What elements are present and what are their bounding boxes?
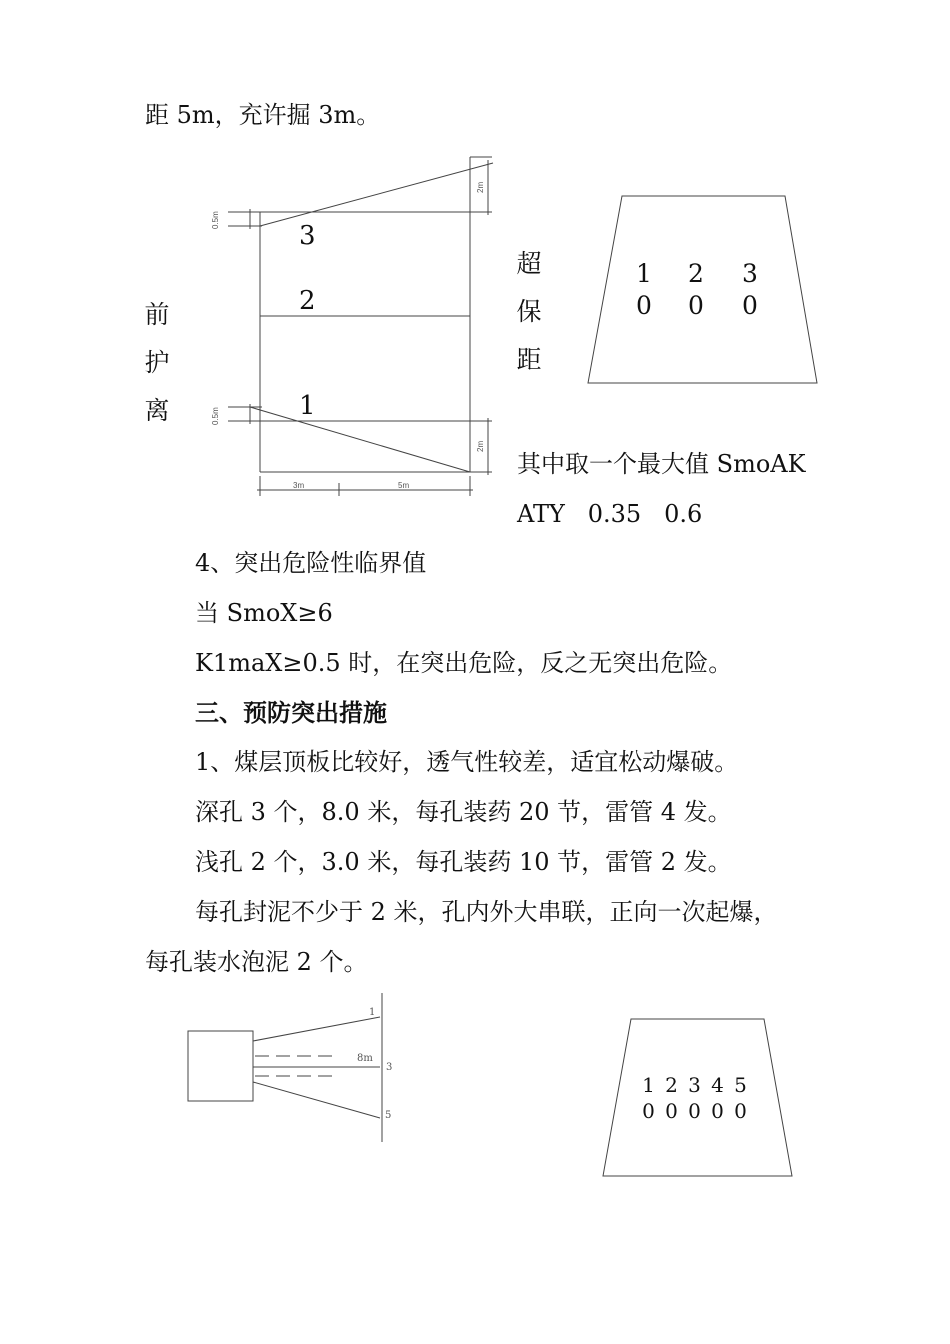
text-line-4: 4、突出危险性临界值	[195, 549, 427, 577]
text-line-shallow: 浅孔 2 个，3.0 米，每孔装药 10 节，雷管 2 发。	[195, 848, 732, 876]
diagram1-lines	[228, 157, 493, 496]
text-line-k1max: K1maX≥0.5 时，在突出危险，反之无突出危险。	[195, 649, 733, 677]
trap2-top-1: 1	[642, 1073, 655, 1097]
trap1-top-2: 2	[688, 259, 704, 288]
diagram2-length-label: 8m	[357, 1053, 373, 1064]
dim-half-m-bottom: 0.5m	[211, 407, 220, 425]
dim-two-m-bottom: 2m	[476, 440, 485, 452]
trap2-bottom-1: 0	[642, 1099, 655, 1123]
max-value-text: 其中取一个最大值 SmoAK	[517, 450, 806, 478]
left-vertical-char-2: 护	[144, 348, 170, 377]
trap2-top-4: 4	[711, 1073, 724, 1097]
aty-text: ATY 0.35 0.6	[517, 500, 703, 528]
text-line-p1: 1、煤层顶板比较好，透气性较差，适宜松动爆破。	[195, 748, 739, 776]
trap1-bottom-3: 0	[742, 291, 758, 320]
trap1-top-3: 3	[742, 259, 758, 288]
text-line-seal-1: 每孔封泥不少于 2 米，孔内外大串联，正向一次起爆，	[195, 898, 778, 926]
trap2-bottom-3: 0	[688, 1099, 701, 1123]
trap2-top-5: 5	[734, 1073, 747, 1097]
trap2-bottom-2: 0	[665, 1099, 678, 1123]
text-line-smox: 当 SmoX≥6	[195, 599, 333, 627]
right-vertical-char-1: 超	[516, 249, 542, 278]
trap1-bottom-1: 0	[636, 291, 652, 320]
trapezoid2-outline	[603, 1019, 792, 1176]
trap2-bottom-5: 0	[734, 1099, 747, 1123]
trap2-top-2: 2	[665, 1073, 678, 1097]
hole-label-2: 2	[299, 286, 316, 316]
text-line-deep: 深孔 3 个，8.0 米，每孔装药 20 节，雷管 4 发。	[195, 798, 732, 826]
left-vertical-char-1: 前	[144, 300, 170, 329]
trap1-bottom-2: 0	[688, 291, 704, 320]
diagram2-label-3: 3	[386, 1062, 393, 1073]
hole-label-1: 1	[299, 391, 316, 421]
diagram2-label-5: 5	[385, 1110, 392, 1121]
text-line-top: 距 5m，充许掘 3m。	[145, 101, 381, 129]
diagram2-label-1: 1	[369, 1007, 376, 1018]
dim-two-m-top: 2m	[476, 181, 485, 193]
right-vertical-char-2: 保	[516, 297, 542, 326]
trap1-top-1: 1	[636, 259, 652, 288]
trap2-top-3: 3	[688, 1073, 701, 1097]
dim-three-m: 3m	[293, 481, 305, 490]
trapezoid1-outline	[588, 196, 817, 383]
dim-half-m-top: 0.5m	[211, 211, 220, 229]
hole-label-3: 3	[299, 221, 316, 251]
text-line-seal-2: 每孔装水泡泥 2 个。	[145, 948, 368, 976]
diagram2-lines	[188, 993, 382, 1142]
left-vertical-char-3: 离	[144, 396, 170, 425]
trap2-bottom-4: 0	[711, 1099, 724, 1123]
right-vertical-char-3: 距	[516, 345, 542, 374]
section-heading-3: 三、预防突出措施	[195, 698, 387, 727]
dim-five-m: 5m	[398, 481, 410, 490]
